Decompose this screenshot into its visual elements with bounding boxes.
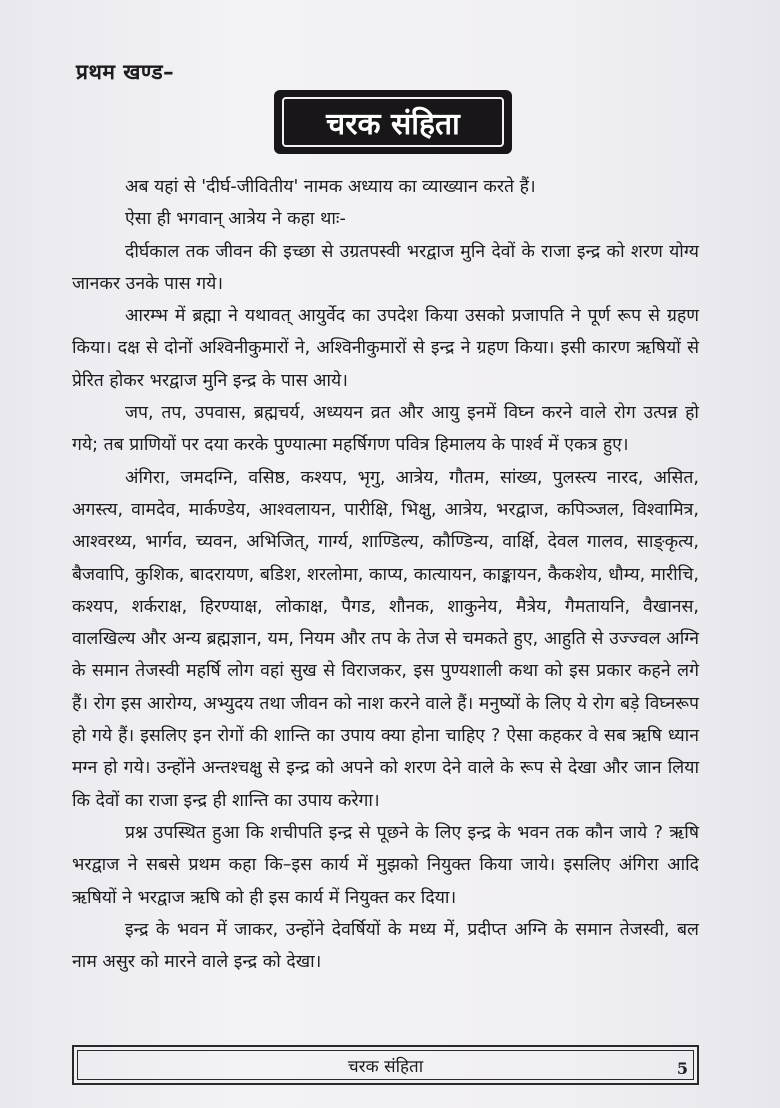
paragraph: दीर्घकाल तक जीवन की इच्छा से उग्रतपस्वी भरद्वाज मुनि देवों के राजा इन्द्र को शरण योग्य जानकर उनके पास गये। — [72, 241, 699, 294]
body-text — [72, 171, 699, 978]
paragraph: अंगिरा, जमदग्नि, वसिष्ठ, कश्यप, भृगु, आत्रेय, गौतम, सांख्य, पुलस्त्य नारद, असित, अगस्त्य, वामदेव, मार्कण्डेय, आश्वलायन, पारीक्षि, भिक्षु, आत्रेय, भरद्वाज, कपिञ्जल, विश्वामित्र, आश्वरथ्य, भार्गव, च्यवन, अभिजित्, गार्ग्य, शाण्डिल्य, कौण्डिन्य, वार्क्षि, देवल गालव, साङ्कृत्य, बैजवापि, कुशिक, बादरायण, बडिश, शरलोमा, काप्य, कात्यायन, काङ्कायन, कैकशेय, धौम्य, मारीचि, कश्यप, शर्कराक्ष, हिरण्याक्ष, लोकाक्ष, पैगड, शौनक, शाकुनेय, मैत्रेय, गैमतायनि, वैखानस, वालखिल्य और अन्य ब्रह्मज्ञान, यम, नियम और तप के तेज से चमकते हुए, आहुति से उज्ज्वल अग्नि के समान तेजस्वी महर्षि लोग वहां सुख से विराजकर, इस पुण्यशाली कथा को इस प्रकार कहने लगे हैं। रोग इस आरोग्य, अभ्युदय तथा जीवन को नाश करने वाले हैं। मनुष्यों के लिए ये रोग बड़े विघ्नरूप हो गये हैं। इसलिए इन रोगों की शान्ति का उपाय क्या होना चाहिए ? ऐसा कहकर वे सब ऋषि ध्यान मग्न हो गये। उन्होंने अन्तश्चक्षु से इन्द्र को अपने को शरण देने वाले के रूप से देखा और जान लिया कि देवों का राजा इन्द्र ही शान्ति का उपाय करेगा। — [72, 467, 699, 811]
footer-title: चरक संहिता — [347, 1057, 424, 1077]
paragraph: आरम्भ में ब्रह्मा ने यथावत् आयुर्वेद का उपदेश किया उसको प्रजापति ने पूर्ण रूप से ग्रहण किया। दक्ष से दोनों अश्विनीकुमारों ने, अश्विनीकुमारों से इन्द्र ने ग्रहण किया। इसी कारण ऋषियों से प्रेरित होकर भरद्वाज मुनि इन्द्र के पास आये। — [72, 306, 699, 391]
paragraph: अब यहां से 'दीर्घ-जीवितीय' नामक अध्याय का व्याख्यान करते हैं। — [125, 177, 536, 197]
paragraph: प्रश्न उपस्थित हुआ कि शचीपति इन्द्र से पूछने के लिए इन्द्र के भवन तक कौन जाये ? ऋषि भरद्वाज ने सबसे प्रथम कहा कि–इस कार्य में मुझको नियुक्त किया जाये। इसलिए अंगिरा आदि ऋषियों ने भरद्वाज ऋषि को ही इस कार्य में नियुक्त कर दिया। — [72, 822, 699, 908]
paragraph: ऐसा ही भगवान् आत्रेय ने कहा थाः- — [125, 209, 346, 230]
section-label: प्रथम खण्ड– — [76, 60, 175, 84]
book-title: चरक संहिता — [282, 97, 504, 147]
title-banner — [274, 90, 512, 154]
page-footer — [72, 1045, 699, 1085]
paragraph: इन्द्र के भवन में जाकर, उन्होंने देवर्षियों के मध्य में, प्रदीप्त अग्नि के समान तेजस्वी, बल नाम असुर को मारने वाले इन्द्र को देखा। — [72, 919, 699, 973]
paragraph: जप, तप, उपवास, ब्रह्मचर्य, अध्ययन व्रत और आयु इनमें विघ्न करने वाले रोग उत्पन्न हो गये; तब प्राणियों पर दया करके पुण्यात्मा महर्षिगण पवित्र हिमालय के पार्श्व में एकत्र हुए। — [72, 403, 699, 456]
page-number: 5 — [676, 1059, 688, 1078]
